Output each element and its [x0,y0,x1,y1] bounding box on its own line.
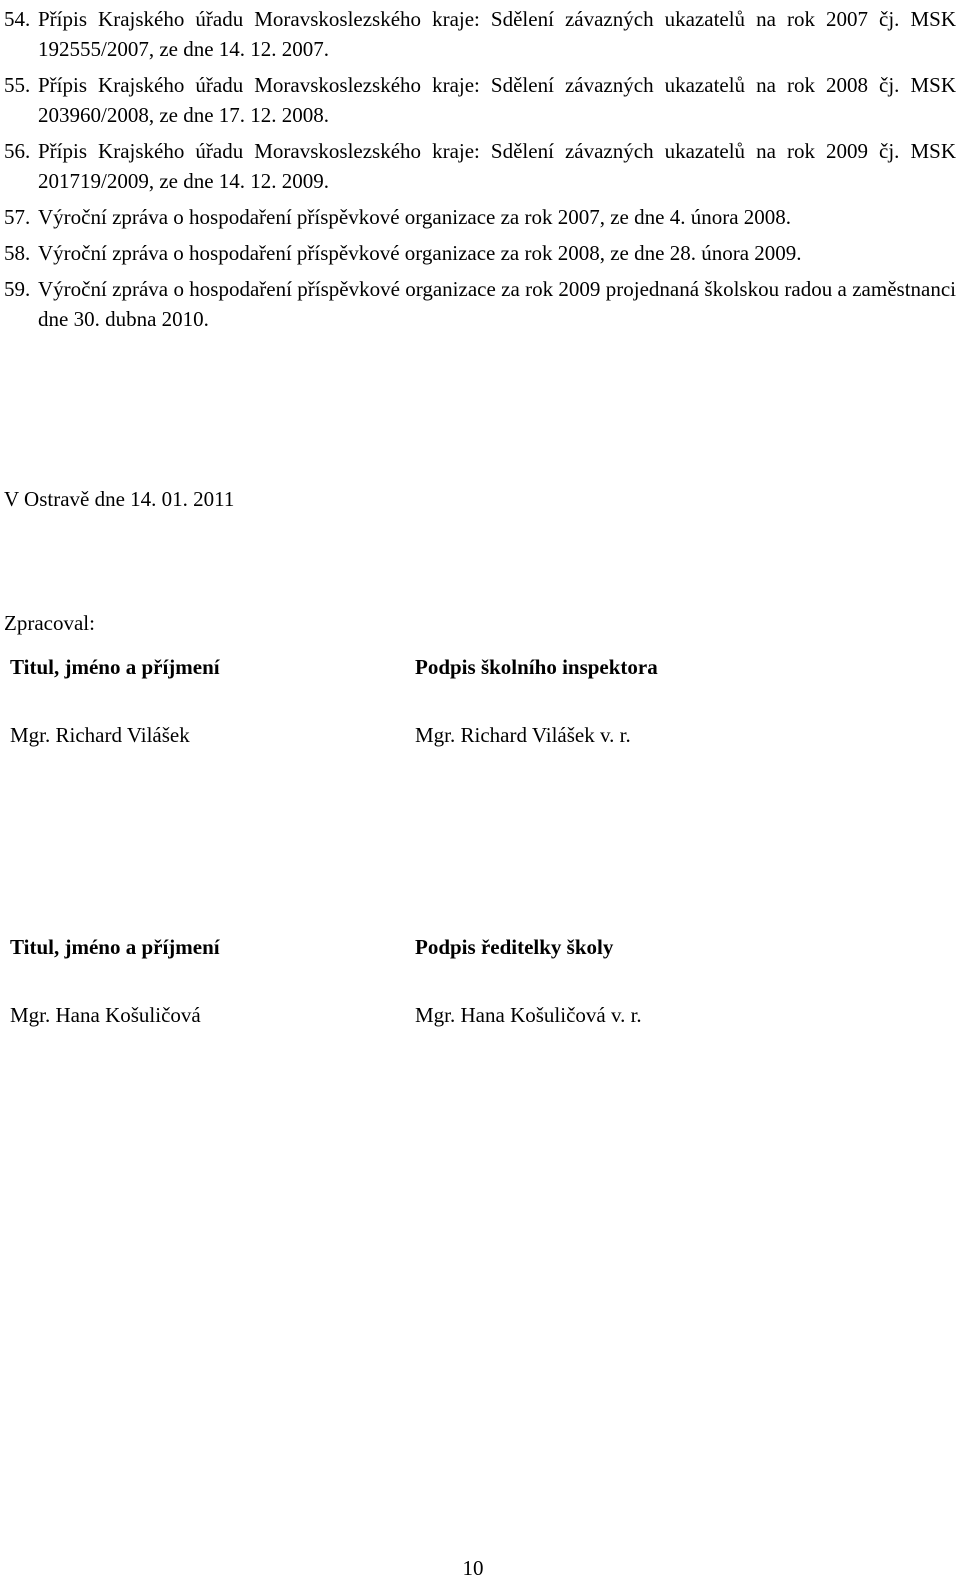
place-and-date: V Ostravě dne 14. 01. 2011 [4,487,235,511]
list-item-number: 54. [4,7,31,31]
signature-2-right-name: Mgr. Hana Košuličová v. r. [415,1003,642,1027]
list-item [4,4,956,64]
list-item [4,70,956,130]
list-item-number: 56. [4,139,31,163]
signature-1-left-name: Mgr. Richard Vilášek [10,723,190,747]
list-item-number: 58. [4,241,31,265]
list-item-number: 57. [4,205,31,229]
list-item-text: Přípis Krajského úřadu Moravskoslezského kraje: Sdělení závazných ukazatelů na rok 2007 čj. MSK 192555/2007, ze dne 14. 12. 2007. [38,7,956,61]
list-item-number: 55. [4,73,31,97]
list-item-text: Výroční zpráva o hospodaření příspěvkové organizace za rok 2008, ze dne 28. února 2009. [38,241,802,265]
signature-2-left-heading: Titul, jméno a příjmení [10,935,220,959]
signature-1-right-name: Mgr. Richard Vilášek v. r. [415,723,631,747]
list-item-number: 59. [4,277,31,301]
page-number: 10 [462,1556,484,1580]
list-item [4,274,956,334]
list-item [4,238,956,268]
list-item-text: Přípis Krajského úřadu Moravskoslezského kraje: Sdělení závazných ukazatelů na rok 2009 čj. MSK 201719/2009, ze dne 14. 12. 2009. [38,139,956,193]
signature-1-right-heading: Podpis školního inspektora [415,655,658,679]
signature-1-left-heading: Titul, jméno a příjmení [10,655,220,679]
list-item-text: Výroční zpráva o hospodaření příspěvkové organizace za rok 2009 projednaná školskou radou a zaměstnanci dne 30. dubna 2010. [38,277,956,331]
signature-2-right-heading: Podpis ředitelky školy [415,935,614,959]
signature-2-left-name: Mgr. Hana Košuličová [10,1003,201,1027]
list-item [4,202,956,232]
list-item-text: Přípis Krajského úřadu Moravskoslezského kraje: Sdělení závazných ukazatelů na rok 2008 čj. MSK 203960/2008, ze dne 17. 12. 2008. [38,73,956,127]
list-item [4,136,956,196]
list-item-text: Výroční zpráva o hospodaření příspěvkové organizace za rok 2007, ze dne 4. února 2008. [38,205,792,229]
document-list [4,4,956,340]
prepared-by-label: Zpracoval: [4,611,95,635]
